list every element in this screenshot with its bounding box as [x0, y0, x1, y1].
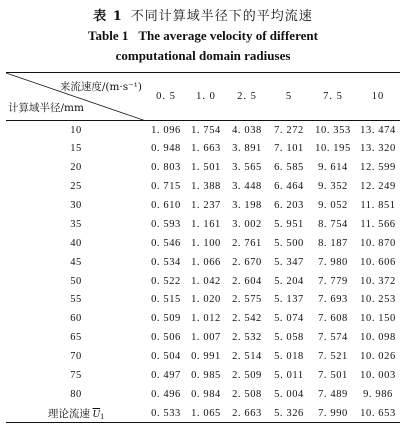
- row-header-radius: 45: [70, 256, 82, 268]
- table-cell: 10. 606: [360, 256, 396, 268]
- table-row: [6, 234, 400, 253]
- table-row: [6, 347, 400, 366]
- table-cell: 2. 532: [232, 332, 262, 344]
- table-cell: 2. 604: [232, 275, 262, 287]
- table-cell: 6. 464: [274, 181, 304, 193]
- table-row: [6, 139, 400, 158]
- table-cell: 0. 497: [151, 370, 181, 382]
- table-cell: 3. 448: [232, 181, 262, 193]
- table-cell: 10. 253: [360, 294, 396, 306]
- table-cell: 2. 542: [232, 313, 262, 325]
- theory-row: [6, 404, 400, 423]
- table-number-en: Table 1: [88, 28, 129, 43]
- row-header-radius: 75: [70, 370, 82, 382]
- table-caption-english-line2: computational domain radiuses: [115, 48, 291, 63]
- table-cell: 1. 237: [191, 200, 221, 211]
- theory-label-text: 理论流速: [47, 407, 90, 420]
- table-row: [6, 121, 400, 140]
- table-cell: 10. 195: [315, 143, 351, 155]
- table-cell: 2. 575: [232, 294, 262, 306]
- table-cell: 5. 347: [274, 256, 304, 268]
- column-header: 10: [371, 91, 385, 102]
- table-cell: 2. 761: [232, 237, 262, 249]
- table-cell: 0. 504: [151, 351, 181, 363]
- table-row: [6, 385, 400, 404]
- table-cell: 12. 249: [360, 181, 396, 193]
- row-header-radius: 35: [70, 218, 82, 230]
- table-cell: 7. 101: [274, 143, 304, 155]
- table-cell: 10. 150: [360, 313, 396, 325]
- table-cell: 0. 948: [151, 143, 181, 155]
- table-cell: 9. 352: [318, 181, 348, 193]
- table-cell: 7. 608: [318, 313, 348, 325]
- table-cell: 0. 985: [191, 370, 221, 382]
- table-cell: 5. 137: [274, 294, 304, 306]
- table-cell: 9. 614: [318, 162, 348, 174]
- column-header: 0. 5: [156, 91, 176, 102]
- row-header-radius: 10: [70, 124, 82, 136]
- table-cell: 9. 986: [363, 388, 393, 400]
- table-cell: 13. 474: [360, 124, 396, 136]
- row-header-radius: 40: [70, 237, 82, 249]
- table-cell: 11. 851: [360, 200, 396, 211]
- table-row: [6, 196, 400, 215]
- table-title-cn: 不同计算域半径下的平均流速: [130, 9, 313, 24]
- row-header-radius: 20: [70, 162, 82, 174]
- column-header: 7. 5: [323, 91, 343, 102]
- table-row: [6, 272, 400, 291]
- table-cell: 0. 515: [151, 294, 181, 306]
- table-cell: 8. 754: [318, 218, 348, 230]
- table-cell: 7. 990: [318, 407, 348, 419]
- table-caption-english-line1: [0, 28, 406, 44]
- table-cell: 5. 951: [274, 218, 304, 230]
- table-row: [6, 291, 400, 310]
- table-caption-chinese: [0, 5, 406, 24]
- table-cell: 10. 003: [360, 370, 396, 382]
- table-cell: 13. 320: [360, 143, 396, 155]
- table-number-cn: 表 1: [93, 9, 123, 24]
- diagonal-header-cell: [6, 73, 146, 121]
- table-title-en-line1: The average velocity of different: [138, 28, 318, 43]
- table-cell: 1. 161: [191, 218, 221, 230]
- table-cell: 5. 018: [274, 351, 304, 363]
- table-cell: 0. 715: [151, 181, 181, 193]
- table-cell: 8. 187: [318, 237, 348, 249]
- row-header-radius: 60: [70, 313, 82, 325]
- table-cell: 1. 388: [191, 181, 221, 193]
- table-cell: 3. 198: [232, 200, 262, 211]
- column-header: 2. 5: [237, 91, 257, 102]
- row-header-radius: 50: [70, 275, 82, 287]
- table-cell: 0. 991: [191, 351, 221, 363]
- table-cell: 10. 653: [360, 407, 396, 419]
- table-cell: 1. 020: [191, 294, 221, 306]
- table-cell: 10. 353: [315, 124, 351, 136]
- table-cell: 7. 980: [318, 256, 348, 268]
- table-cell: 10. 870: [360, 237, 396, 249]
- table-cell: 5. 326: [274, 407, 304, 419]
- row-header-radius: 70: [70, 351, 82, 363]
- table-cell: 5. 004: [274, 388, 304, 400]
- column-header: 1. 0: [196, 91, 216, 102]
- table-cell: 1. 501: [191, 162, 221, 174]
- column-axis-title: 来流速度/(m·s⁻¹): [59, 81, 142, 93]
- table-cell: 7. 693: [318, 294, 348, 306]
- table-row: [6, 253, 400, 272]
- table-cell: 0. 546: [151, 237, 181, 249]
- table-cell: 7. 501: [318, 370, 348, 382]
- table-cell: 1. 042: [191, 275, 221, 287]
- row-header-radius: 80: [70, 388, 82, 400]
- table-cell: 11. 566: [360, 218, 396, 230]
- table-cell: 0. 984: [191, 388, 221, 400]
- theory-symbol: $\overline{U}$: [92, 408, 101, 420]
- table-cell: 2. 508: [232, 388, 262, 400]
- table-cell: 0. 522: [151, 275, 181, 287]
- table-cell: 2. 670: [232, 256, 262, 268]
- table-cell: 0. 496: [151, 388, 181, 400]
- row-axis-title: 计算域半径/mm: [8, 102, 84, 114]
- table-cell: 10. 098: [360, 332, 396, 344]
- table-cell: 6. 585: [274, 162, 304, 174]
- table-cell: 1. 100: [191, 237, 221, 249]
- table-cell: 7. 489: [318, 388, 348, 400]
- table-cell: 3. 002: [232, 218, 262, 230]
- table-cell: 2. 514: [232, 351, 262, 363]
- table-cell: 0. 506: [151, 332, 181, 344]
- row-header-radius: 65: [70, 332, 82, 344]
- table-cell: 6. 203: [274, 200, 304, 211]
- table-cell: 7. 779: [318, 275, 348, 287]
- table-cell: 10. 026: [360, 351, 396, 363]
- table-cell: 5. 058: [274, 332, 304, 344]
- table-row: [6, 366, 400, 385]
- table-cell: 1. 065: [191, 407, 221, 419]
- table-cell: 1. 012: [191, 313, 221, 325]
- table-cell: 7. 272: [274, 124, 304, 136]
- table-cell: 2. 509: [232, 370, 262, 382]
- table-cell: 1. 096: [151, 124, 181, 136]
- table-cell: 0. 534: [151, 256, 181, 268]
- row-header-radius: 25: [70, 181, 82, 193]
- table-cell: 1. 066: [191, 256, 221, 268]
- table-row: [6, 177, 400, 196]
- table-cell: 0. 593: [151, 218, 181, 230]
- table-cell: 10. 372: [360, 275, 396, 287]
- table-cell: 1. 754: [191, 124, 221, 136]
- table-cell: 5. 011: [274, 370, 304, 382]
- table-cell: 7. 521: [318, 351, 348, 363]
- table-body: [6, 121, 400, 423]
- table-header-row: [6, 73, 400, 121]
- table-cell: 0. 610: [151, 200, 181, 211]
- table-cell: 9. 052: [318, 200, 348, 211]
- table-row: [6, 158, 400, 177]
- theory-row-label: [6, 404, 146, 423]
- velocity-table: [6, 72, 400, 423]
- table-cell: 2. 663: [232, 407, 262, 419]
- table-cell: 0. 509: [151, 313, 181, 325]
- row-header-radius: 15: [70, 143, 82, 155]
- table-cell: 4. 038: [232, 124, 262, 136]
- table-cell: 0. 533: [151, 407, 181, 419]
- row-header-radius: 30: [70, 200, 82, 211]
- table-cell: 1. 007: [191, 332, 221, 344]
- table-row: [6, 328, 400, 347]
- table-cell: 5. 500: [274, 237, 304, 249]
- table-cell: 0. 803: [151, 162, 181, 174]
- table-cell: 3. 565: [232, 162, 262, 174]
- row-header-radius: 55: [70, 294, 82, 306]
- column-header: 5: [285, 91, 293, 102]
- table-row: [6, 215, 400, 234]
- table-row: [6, 309, 400, 328]
- table-cell: 5. 204: [274, 275, 304, 287]
- table-cell: 7. 574: [318, 332, 348, 344]
- table-cell: 12. 599: [360, 162, 396, 174]
- table-cell: 1. 663: [191, 143, 221, 155]
- theory-symbol-subscript: 1: [100, 411, 105, 421]
- table-cell: 3. 891: [232, 143, 262, 155]
- table-cell: 5. 074: [274, 313, 304, 325]
